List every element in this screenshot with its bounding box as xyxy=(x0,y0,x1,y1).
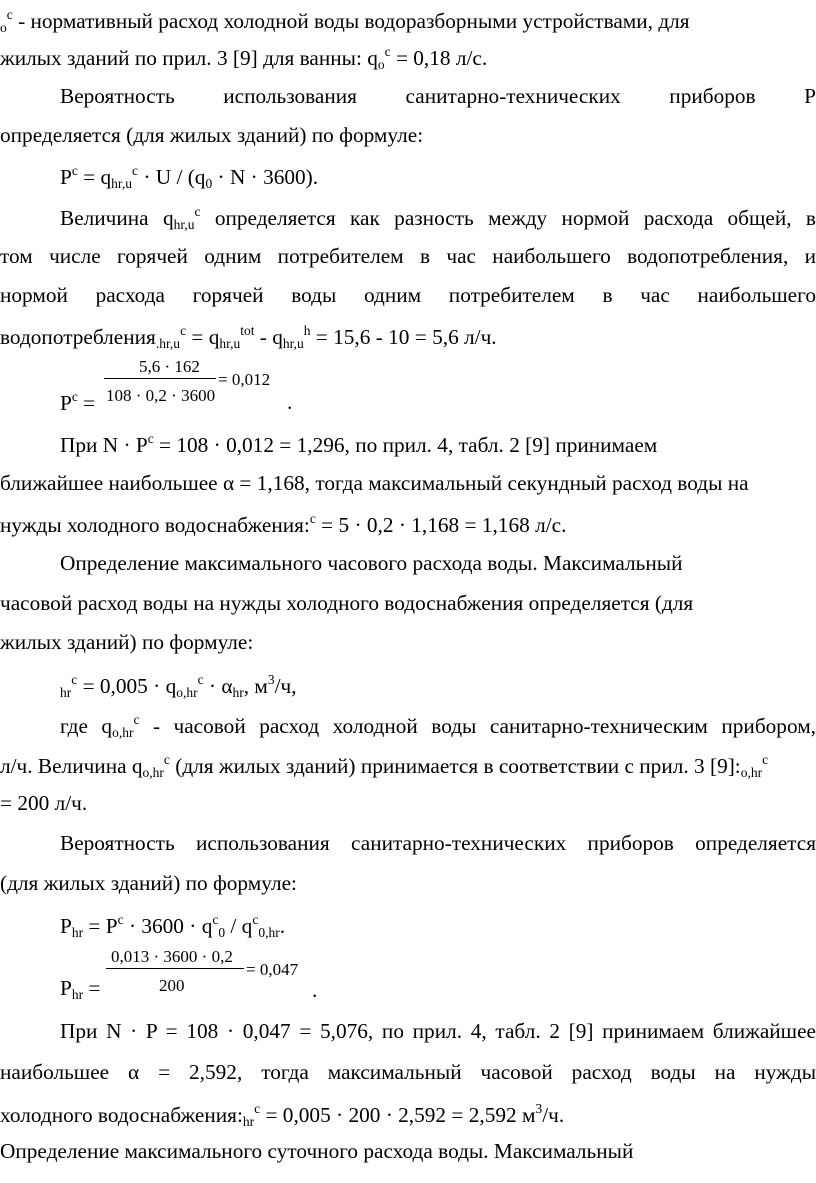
text-line: ближайшее наибольшее α = 1,168, тогда максимальный секундный расход воды на xyxy=(0,471,749,495)
text-line: определяется (для жилых зданий) по формуле: xyxy=(0,123,424,147)
subscript: hr xyxy=(71,925,84,940)
superscript: c xyxy=(133,712,140,727)
subscript: hr xyxy=(232,685,244,700)
text-run: где q xyxy=(60,714,113,738)
subscript: o,hr xyxy=(142,765,164,780)
text-line xyxy=(60,432,816,456)
text-line: Вероятность использования санитарно-технических приборов определяется xyxy=(60,831,816,855)
superscript: c xyxy=(197,672,204,687)
text-run: P xyxy=(60,165,72,189)
text-run: P xyxy=(60,391,72,415)
text-run: /ч. xyxy=(542,1103,565,1127)
text-run: определяется как разность между нормой расхода общей, в xyxy=(200,206,816,230)
subscript: o xyxy=(0,20,7,35)
text-line: (для жилых зданий) по формуле: xyxy=(0,871,297,895)
text-line: = 200 л/ч. xyxy=(0,791,88,815)
formula xyxy=(60,913,816,940)
fraction-result: = 0,012 xyxy=(218,370,271,389)
text-line xyxy=(60,205,816,232)
text-line xyxy=(0,753,816,780)
superscript: c xyxy=(71,389,78,404)
superscript: tot xyxy=(240,323,255,338)
fraction-numerator: 5,6 · 162 xyxy=(139,357,200,376)
text-run: = xyxy=(83,976,101,1000)
formula xyxy=(60,164,816,191)
fraction-bar xyxy=(106,968,244,969)
text-run: = 0,18 л/с. xyxy=(390,46,488,70)
superscript: c xyxy=(132,163,139,178)
fraction-numerator: 0,013 · 3600 · 0,2 xyxy=(111,947,233,966)
text-run: = 108 · 0,012 = 1,296, по прил. 4, табл. 2 [9] принимаем xyxy=(153,433,658,457)
superscript: c xyxy=(71,672,78,687)
superscript: h xyxy=(303,323,311,338)
text-run: - часовой расход холодной воды санитарно-техническим прибором, xyxy=(139,714,816,738)
subscript: hr xyxy=(242,1114,255,1129)
superscript: c xyxy=(309,511,316,526)
subscript: 0 xyxy=(205,176,213,191)
text-run: . xyxy=(279,914,286,938)
subscript: hr,u xyxy=(111,176,133,191)
superscript: c xyxy=(163,752,170,767)
superscript: c xyxy=(180,323,187,338)
subscript: hr xyxy=(60,685,72,700)
text-run: P xyxy=(60,976,72,1000)
text-run: Величина q xyxy=(60,206,174,230)
text-run: = q xyxy=(186,325,220,349)
text-line: том числе горячей одним потребителем в час наибольшего водопотребления, и xyxy=(0,244,816,268)
text-run: · N · 3600). xyxy=(212,165,319,189)
subscript: hr xyxy=(71,987,84,1002)
subscript: o,hr xyxy=(740,765,763,780)
text-run: холодного водоснабжения: xyxy=(0,1103,243,1127)
superscript: c xyxy=(6,7,13,22)
text-line: Определение максимального часового расхода воды. Максимальный xyxy=(60,551,683,575)
text-run: · 3600 · q xyxy=(123,914,213,938)
superscript: c xyxy=(147,431,154,446)
superscript: c xyxy=(762,752,769,767)
text-run: = P xyxy=(83,914,118,938)
text-run: · α xyxy=(203,674,233,698)
superscript: c xyxy=(212,912,219,927)
text-line xyxy=(0,1102,816,1129)
text-run: = q xyxy=(77,165,112,189)
text-line xyxy=(0,324,816,351)
text-line xyxy=(0,512,816,536)
text-line xyxy=(0,8,816,35)
text-run: нужды холодного водоснабжения: xyxy=(0,513,310,537)
text-run: водопотребления xyxy=(0,325,156,349)
subscript: o,hr xyxy=(112,725,134,740)
subscript: hr,u xyxy=(282,336,304,351)
fraction-result: = 0,047 xyxy=(246,960,299,979)
formula xyxy=(60,673,816,700)
text-run: = 5 · 0,2 · 1,168 = 1,168 л/с. xyxy=(315,513,567,537)
text-line: жилых зданий) по формуле: xyxy=(0,630,254,654)
superscript: c xyxy=(71,163,78,178)
text-line: Определение максимального суточного расхода воды. Максимальный xyxy=(0,1139,634,1163)
text-run: - нормативный расход холодной воды водоразборными устройствами, для xyxy=(12,9,690,33)
text-run: (для жилых зданий) принимается в соответствии с прил. 3 [9]: xyxy=(169,754,741,778)
superscript: c xyxy=(254,1101,261,1116)
subscript: 0 xyxy=(218,925,226,940)
text-run: /ч, xyxy=(274,674,297,698)
subscript: .hr,u xyxy=(155,336,181,351)
text-run: = 0,005 · q xyxy=(77,674,177,698)
superscript: c xyxy=(194,204,201,219)
text-line xyxy=(0,45,816,72)
text-run: л/ч. Величина q xyxy=(0,754,143,778)
text-run: = 15,6 - 10 = 5,6 л/ч. xyxy=(310,325,497,349)
text-run: / q xyxy=(225,914,253,938)
subscript: o,hr xyxy=(176,685,198,700)
text-line xyxy=(60,713,816,740)
superscript: 3 xyxy=(267,672,275,687)
period: . xyxy=(312,978,318,1002)
superscript: 3 xyxy=(535,1101,543,1116)
fraction-denominator: 108 · 0,2 · 3600 xyxy=(106,386,216,405)
text-run: жилых зданий по прил. 3 [9] для ванны: q xyxy=(0,46,378,70)
subscript: hr,u xyxy=(219,336,241,351)
fraction-denominator: 200 xyxy=(159,976,185,995)
subscript: 0,hr xyxy=(258,925,280,940)
text-run: P xyxy=(60,914,72,938)
text-line: наибольшее α = 2,592, тогда максимальный часовой расход воды на нужды xyxy=(0,1060,816,1084)
text-run: = xyxy=(77,391,96,415)
text-line: часовой расход воды на нужды холодного водоснабжения определяется (для xyxy=(0,591,694,615)
text-run: · U / (q xyxy=(138,165,206,189)
period: . xyxy=(287,390,293,414)
text-run: При N · P xyxy=(60,433,148,457)
fraction-bar xyxy=(104,378,216,379)
subscript: o xyxy=(377,57,385,72)
text-run: - q xyxy=(254,325,283,349)
text-run: = 0,005 · 200 · 2,592 = 2,592 м xyxy=(260,1103,536,1127)
superscript: c xyxy=(252,912,259,927)
text-line: При N · P = 108 · 0,047 = 5,076, по прил. 4, табл. 2 [9] принимаем ближайшее xyxy=(60,1019,816,1043)
superscript: c xyxy=(384,44,391,59)
text-line: Вероятность использования санитарно-технических приборов Р xyxy=(60,84,816,108)
subscript: hr,u xyxy=(173,217,195,232)
superscript: c xyxy=(117,912,124,927)
text-line: нормой расхода горячей воды одним потребителем в час наибольшего xyxy=(0,283,816,307)
text-run: , м xyxy=(243,674,268,698)
